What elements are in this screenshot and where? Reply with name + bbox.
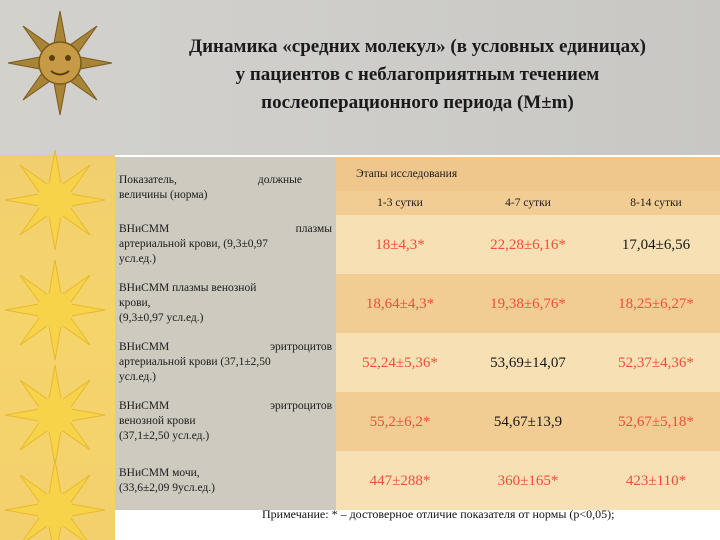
indicator-text: (9,3±0,97 усл.ед.) [119,312,204,324]
results-table [115,157,720,510]
indicator-cell [115,215,336,274]
sun-face-icon [5,8,115,118]
table-row [115,392,720,451]
stage-label: 1-3 сутки [336,191,464,215]
indicator-text: ВНиСММ плазмы венозной [119,282,257,294]
sun-ornament-icon [0,455,110,540]
footnote: Примечание: * – достоверное отличие показателя от нормы (p<0,05); [262,507,615,521]
value-cell: 52,37±4,36* [618,354,694,371]
norm-header-label: должные [257,174,302,186]
value-cell: 55,2±6,2* [369,413,431,430]
value-cell: 22,28±6,16* [490,236,566,253]
indicator-cell [115,392,336,451]
norm-header-sublabel: величины (норма) [119,189,208,201]
title-line-3: послеоперационного периода (M±m) [261,92,574,113]
indicator-cell [115,333,336,392]
table-row [115,451,720,510]
stage-label: 8-14 сутки [592,191,720,215]
indicator-text: ВНиСММ [119,400,170,412]
indicator-text: эритроцитов [270,341,332,353]
table-header-row [115,157,720,191]
indicator-text: артериальной крови, (9,3±0,97 [119,238,268,250]
stage-label: 4-7 сутки [464,191,592,215]
value-cell: 54,67±13,9 [493,413,563,430]
indicator-text: усл.ед.) [119,371,156,383]
indicator-text: плазмы [295,223,332,235]
value-cell: 53,69±14,07 [490,354,566,371]
indicator-text: (37,1±2,50 усл.ед.) [119,430,210,442]
table-row [115,274,720,333]
table-row [115,215,720,274]
value-cell: 18,25±6,27* [618,295,694,312]
indicator-text: ВНиСММ мочи, [119,466,200,479]
title-line-2: у пациентов с неблагоприятным течением [235,64,600,85]
sun-ornament-icon [0,360,110,470]
value-cell: 18,64±4,3* [365,295,435,312]
sun-ornament-icon [0,255,110,365]
value-cell: 52,24±5,36* [362,354,438,371]
value-cell: 447±288* [369,472,431,489]
sun-ornament-icon [0,145,110,255]
value-cell: 52,67±5,18* [618,413,694,430]
value-cell: 19,38±6,76* [490,295,566,312]
indicator-cell [115,451,336,510]
indicator-text: эритроцитов [270,400,332,412]
indicator-text: усл.ед.) [119,253,156,265]
indicator-text: (33,6±2,09 9усл.ед.) [119,481,215,494]
indicator-header-label: Показатель, [119,174,177,186]
slide-title [115,33,720,117]
indicator-text: крови, [119,297,151,309]
indicator-text: артериальной крови (37,1±2,50 [119,356,271,368]
title-line-1: Динамика «средних молекул» (в условных единицах) [189,36,646,57]
stages-header-cell: Этапы исследования [336,157,720,191]
indicator-text: венозной крови [119,415,196,427]
indicator-cell [115,274,336,333]
value-cell: 18±4,3* [375,236,425,253]
value-cell: 17,04±6,56 [621,236,691,253]
indicator-text: ВНиСММ [119,341,170,353]
value-cell: 423±110* [625,472,687,489]
value-cell: 360±165* [497,472,559,489]
table-row [115,333,720,392]
indicator-text: ВНиСММ [119,223,170,235]
indicator-header-cell [115,157,336,215]
